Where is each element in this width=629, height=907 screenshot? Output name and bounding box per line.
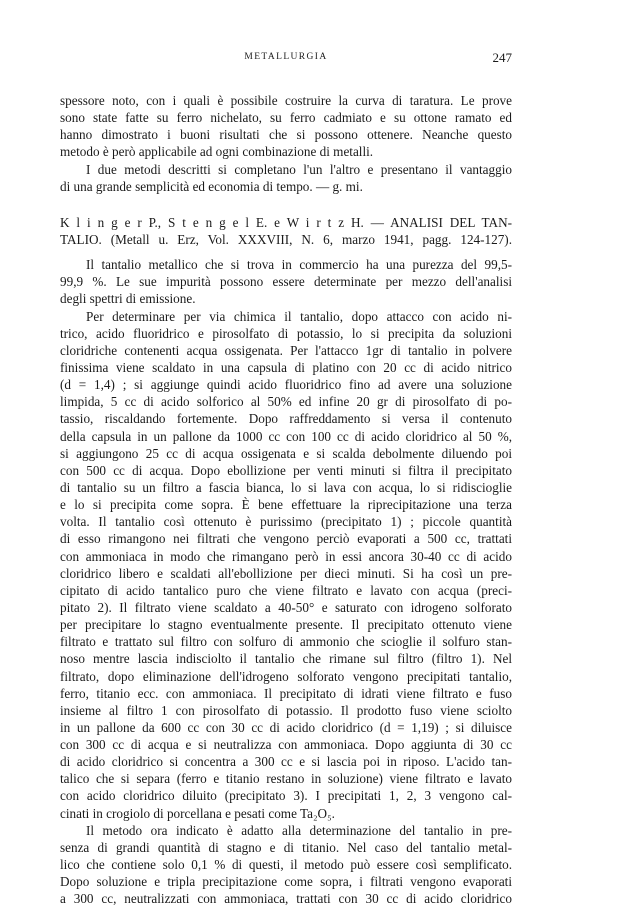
text-line: con ammoniaca in modo che rimangano però in essi ancora 30-40 cc di acido: [60, 548, 512, 564]
text-line: pitato 2). Il filtrato viene scaldato a 40-50° e saturato con idrogeno solforato: [60, 599, 512, 615]
text-line: volta. Il tantalio così ottenuto è purissimo (precipitato 1) ; piccole quantità: [60, 514, 512, 530]
text-line: di tantalio su un filtro a fascia bianca, lo si lava con acqua, lo si ridiscioglie: [60, 479, 512, 495]
text-line: con 300 cc di acqua e si neutralizza con ammoniaca. Dopo aggiunta di 30 cc: [60, 737, 512, 753]
paragraph: [60, 161, 512, 195]
text-line: con acido cloridrico diluito (precipitato 3). I precipitati 1, 2, 3 vengono cal-: [60, 788, 512, 804]
text-line: cinati in crogiolo di porcellana e pesati come Ta₂O₅.: [60, 805, 335, 821]
text-line: Per determinare per via chimica il tantalio, dopo attacco con acido ni-: [86, 308, 512, 324]
text-line: cloridrico libero e scaldati all'ebollizione per dieci minuti. Si ha così un pre-: [60, 565, 512, 581]
text-line: spessore noto, con i quali è possibile costruire la curva di taratura. Le prove: [60, 93, 512, 108]
text-line: Il tantalio metallico che si trova in commercio ha una purezza del 99,5-: [86, 257, 512, 273]
article-heading: [60, 214, 512, 248]
text-line: TALIO. (Metall u. Erz, Vol. XXXVIII, N. 6, marzo 1941, pagg. 124-127).: [60, 231, 512, 247]
text-line: K l i n g e r P., S t e n g e l E. e W i r t z H. — ANALISI DEL TAN-: [60, 214, 512, 230]
text-line: filtrato, dopo eliminazione dell'idrogeno solforato vengono precipitati tantalio,: [60, 668, 512, 684]
text-line: ferro, titanio ecc. con ammoniaca. Il precipitato di idrati viene filtrato e fuso: [60, 685, 512, 701]
text-line: filtrato e trattato sul filtro con solfuro di ammonio che scioglie il solfuro stan-: [60, 634, 512, 650]
text-line: insieme al filtro 1 con pirosolfato di potassio. Il prodotto fuso viene sciolto: [60, 702, 512, 718]
text-line: in un pallone da 600 cc con 30 cc di acido cloridrico (d = 1,19) ; si diluisce: [60, 719, 512, 735]
text-line: lico che contiene solo 0,1 % di questi, il metodo può essere così semplificato.: [60, 857, 512, 873]
text-line: della capsula in un pallone da 1000 cc con 100 cc di acido cloridrico al 50 %,: [60, 428, 512, 444]
text-line: metodo è però applicabile ad ogni combinazione di metalli.: [60, 144, 374, 160]
paragraph: [60, 308, 512, 822]
text-line: si aggiungono 25 cc di acqua ossigenata e si scalda debolmente diluendo poi: [60, 445, 512, 461]
text-line: tassio, riscaldando fortemente. Dopo raffreddamento si versa il contenuto: [60, 411, 512, 427]
text-line: (d = 1,4) ; si aggiunge quindi acido fluoridrico fino ad avere una soluzione: [60, 377, 512, 393]
text-line: e lo si precipita come sopra. È bene effettuare la riprecipitazione una terza: [60, 497, 512, 513]
text-line: Dopo soluzione e tripla precipitazione come sopra, i filtrati vengono evaporati: [60, 874, 512, 890]
running-head: METALLURGIA: [244, 52, 328, 62]
page-number: 247: [492, 50, 512, 65]
text-line: con 500 cc di acqua. Dopo ebollizione per venti minuti si filtra il precipitato: [60, 462, 512, 478]
text-line: senza di grandi quantità di stagno e di titanio. Nel caso del tantalio metal-: [60, 839, 512, 855]
text-line: di una grande semplicità ed economia di tempo. — g. mi.: [60, 178, 363, 194]
paragraph: [60, 822, 512, 907]
text-line: trico, acido fluoridrico e pirosolfato di potassio, lo si precipita da soluzioni: [60, 325, 512, 341]
paragraph: [60, 92, 512, 161]
page-header: [60, 52, 512, 68]
text-line: noso mentre lascia indisciolto il tantalio che rimane sul filtro (filtro 1). Nel: [60, 651, 512, 667]
text-line: cipitato di acido tantalico puro che viene filtrato e lavato con acqua (preci-: [60, 582, 512, 598]
text-line: sono state fatte su ferro nichelato, su ferro cadmiato e su ottone ramato ed: [60, 110, 512, 126]
text-line: degli spettri di emissione.: [60, 291, 196, 307]
text-line: di acido cloridrico si concentra a 300 cc e si lascia poi in riposo. L'acido tan-: [60, 754, 512, 770]
text-line: limpida, 5 cc di acido solforico al 50% ed infine 20 gr di pirosolfato di po-: [60, 394, 512, 410]
body-text: [60, 92, 512, 907]
text-line: per precipitare lo stagno eventualmente presente. Il precipitato ottenuto viene: [60, 617, 512, 633]
text-line: 99,9 %. Le sue impurità possono essere determinate per mezzo dell'analisi: [60, 274, 512, 290]
text-line: talico che si separa (ferro e titanio restano in soluzione) viene filtrato e lavato: [60, 771, 512, 787]
text-line: finissima viene scaldato in una capsula di platino con 20 cc di acido nitrico: [60, 359, 512, 375]
text-line: di esso rimangono nei filtrati che vengono perciò evaporati a 500 cc, trattati: [60, 531, 512, 547]
text-line: I due metodi descritti si completano l'un l'altro e presentano il vantaggio: [86, 161, 512, 177]
paragraph: [60, 256, 512, 307]
text-line: Il metodo ora indicato è adatto alla determinazione del tantalio in pre-: [86, 822, 512, 838]
text-line: cloridriche contenenti acqua ossigenata. Per l'attacco 1gr di tantalio in polvere: [60, 342, 512, 358]
text-line: hanno dimostrato i buoni risultati che si possono ottenere. Neanche questo: [60, 127, 512, 143]
text-line: a 300 cc, neutralizzati con ammoniaca, trattati con 30 cc di acido cloridrico: [60, 891, 512, 907]
